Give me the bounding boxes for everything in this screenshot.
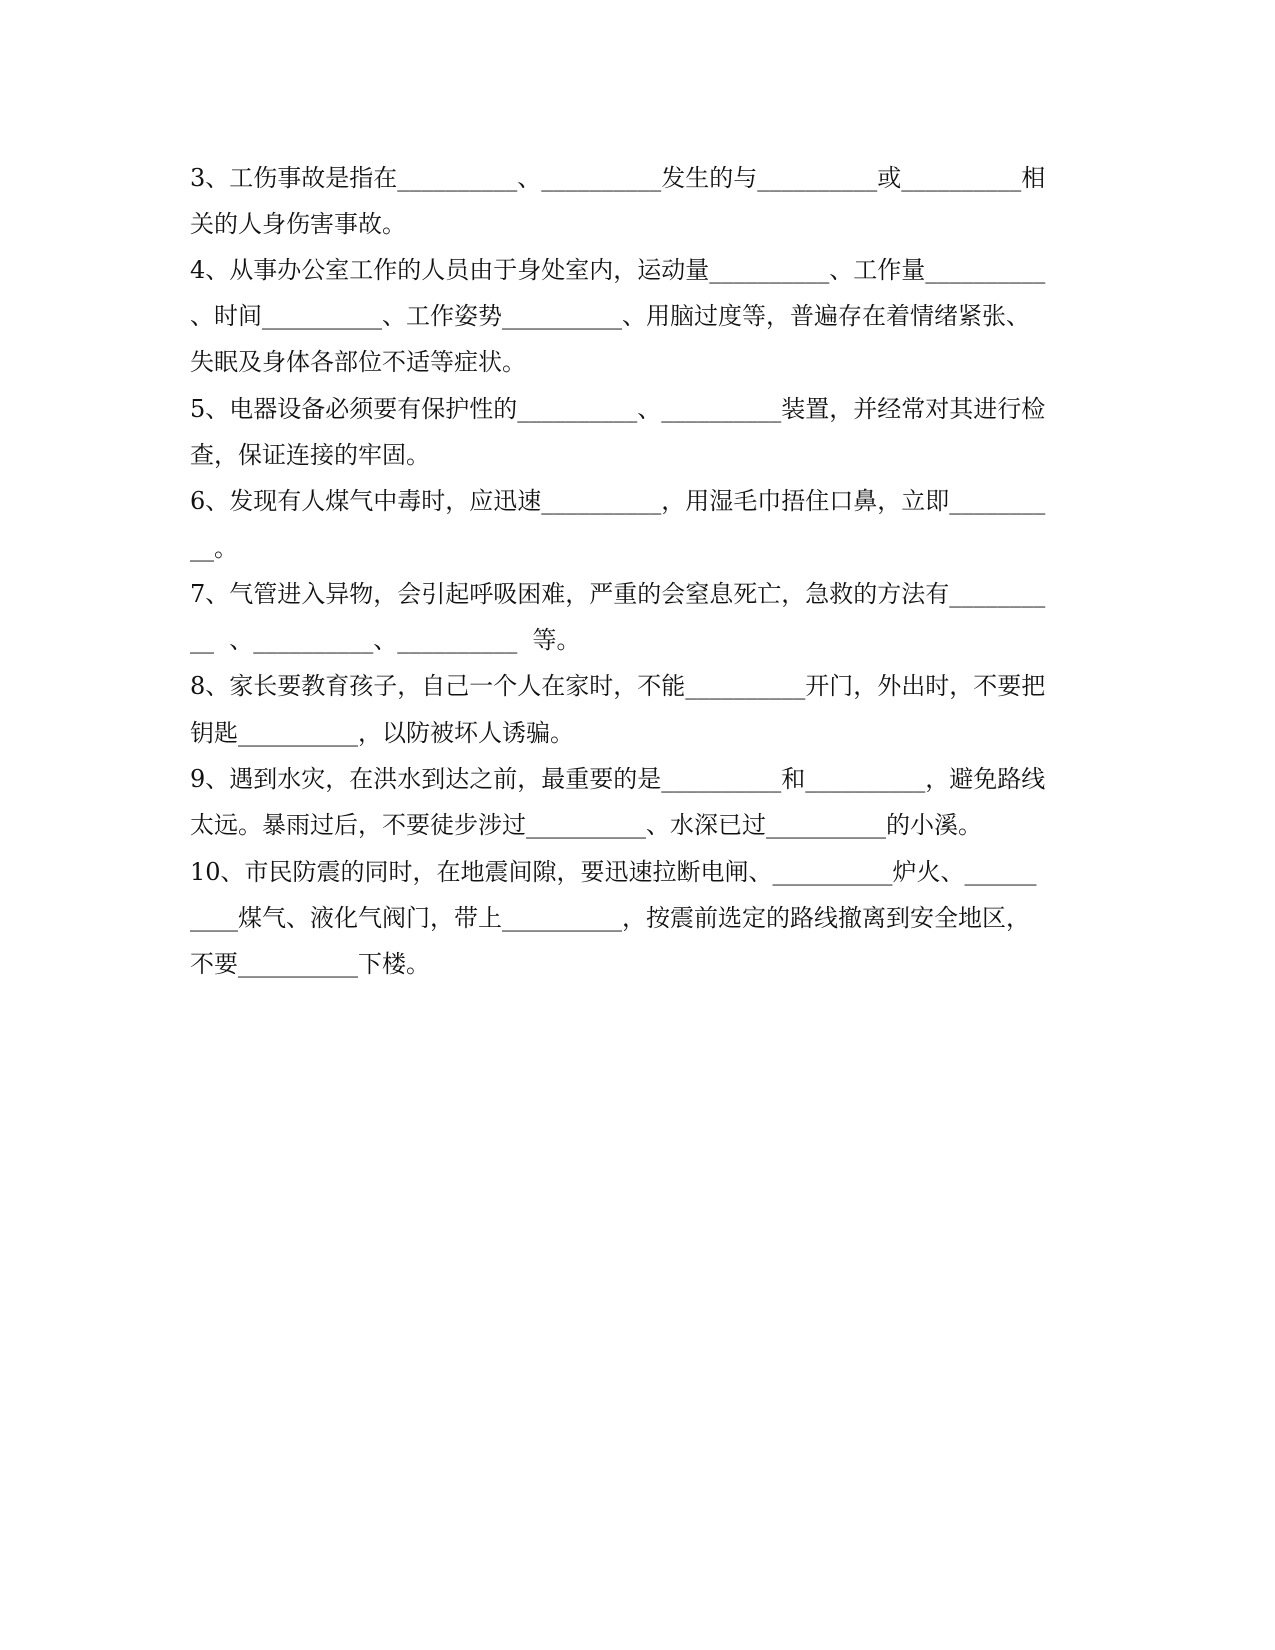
question-10-line-1: 10、市民防震的同时，在地震间隙，要迅速拉断电闸、__________炉火、______: [190, 858, 1037, 886]
question-10-line-2: ____煤气、液化气阀门，带上__________，按震前选定的路线撤离到安全地区，: [190, 904, 1030, 932]
question-5-line-2: 查，保证连接的牢固。: [190, 441, 430, 469]
question-6-line-1: 6、发现有人煤气中毒时，应迅速__________，用湿毛巾捂住口鼻，立即________: [190, 487, 1046, 515]
question-6-line-2: __。: [190, 534, 238, 562]
question-4-line-2: 、时间__________、工作姿势__________、用脑过度等，普遍存在着情绪紧张、: [190, 302, 1030, 330]
question-3-line-2: 关的人身伤害事故。: [190, 210, 406, 238]
question-5-line-1: 5、电器设备必须要有保护性的__________、__________装置，并经常对其进行检: [190, 395, 1046, 423]
question-7-line-1: 7、气管进入异物，会引起呼吸困难，严重的会窒息死亡，急救的方法有________: [190, 580, 1046, 608]
question-7-line-2: __ 、__________、__________ 等。: [190, 626, 581, 654]
question-4-line-1: 4、从事办公室工作的人员由于身处室内，运动量__________、工作量__________: [190, 256, 1046, 284]
question-10-line-3: 不要__________下楼。: [190, 950, 430, 978]
question-8-line-2: 钥匙__________，以防被坏人诱骗。: [190, 719, 574, 747]
question-9-line-2: 太远。暴雨过后，不要徒步涉过__________、水深已过__________的小溪。: [190, 811, 982, 839]
question-3-line-1: 3、工伤事故是指在__________、__________发生的与__________或__________相: [190, 164, 1046, 192]
question-9-line-1: 9、遇到水灾，在洪水到达之前，最重要的是__________和__________，避免路线: [190, 765, 1046, 793]
question-8-line-1: 8、家长要教育孩子，自己一个人在家时，不能__________开门，外出时，不要把: [190, 672, 1046, 700]
question-4-line-3: 失眠及身体各部位不适等症状。: [190, 348, 526, 376]
